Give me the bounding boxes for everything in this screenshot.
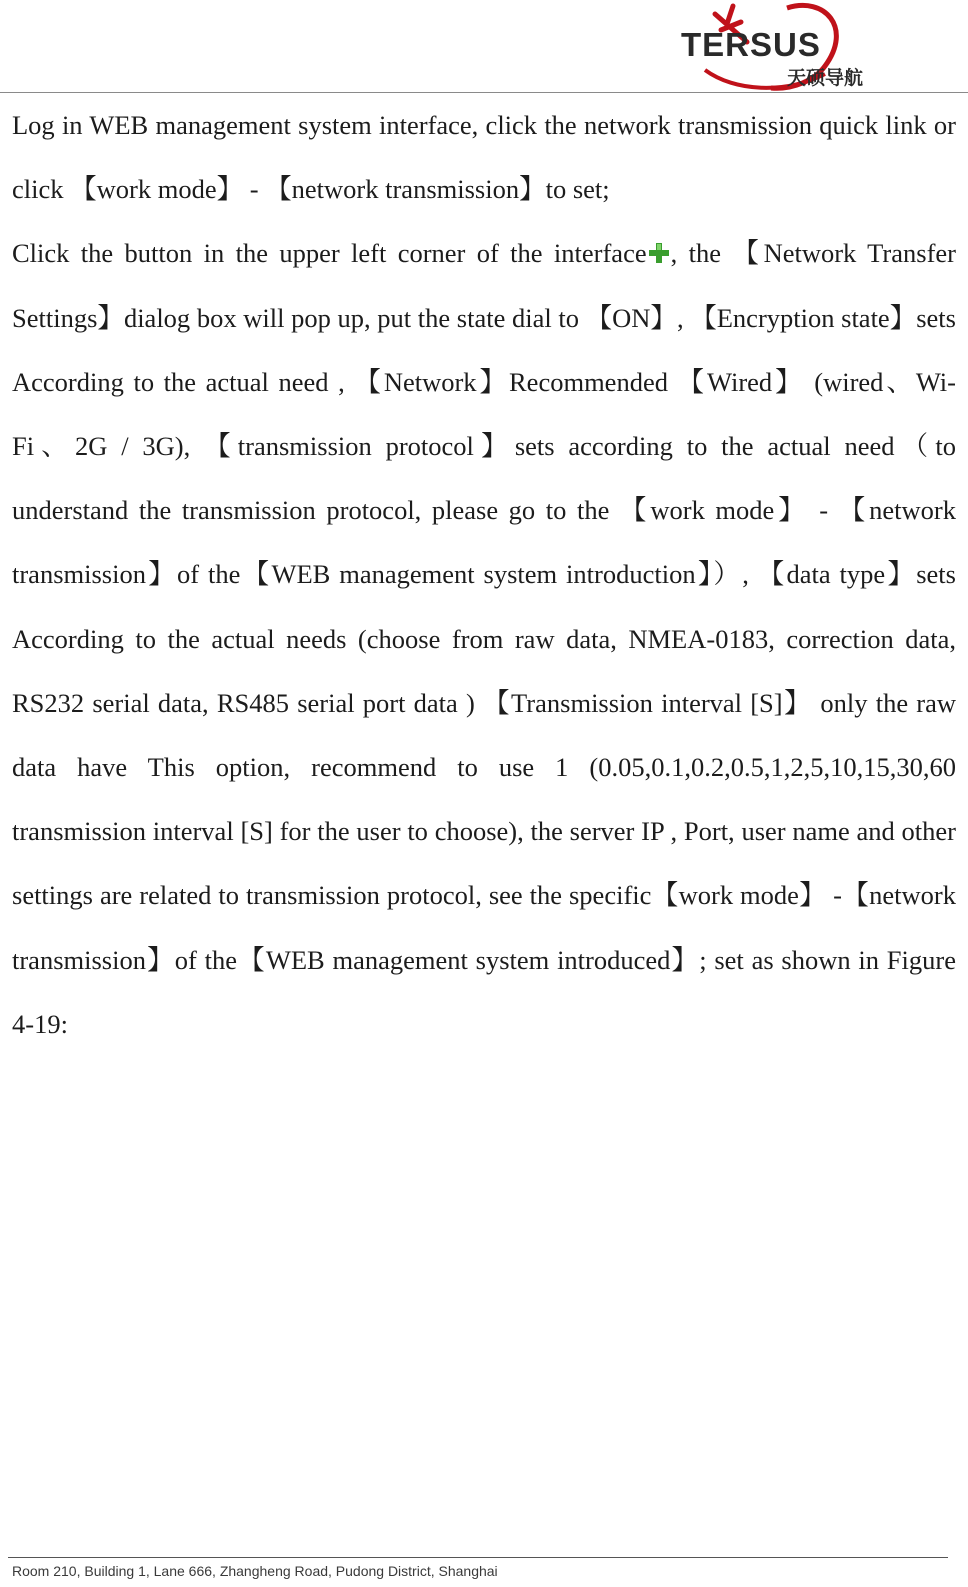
page-footer	[0, 1547, 968, 1587]
paragraph-1: Log in WEB management system interface, click the network transmission quick link or click 【work mode】 - 【network transmission】to set;	[12, 110, 956, 205]
footer-divider	[8, 1557, 948, 1558]
paragraph-2	[12, 221, 956, 1056]
body-text	[12, 93, 956, 1056]
paragraph-2-body: , the 【Network Transfer Settings】dialog box will pop up, put the state dial to 【ON】, 【Encryption state】sets According to the actual need , 【Network】Recommended 【Wired】 (wired、Wi- Fi、2G / 3G), 【transmission protocol】sets according to the actual need（to understand the transmission protocol, please go to the 【work mode】 - 【network transmission】of the【WEB management system introduction】）, 【data type】sets According to the actual needs (choose from raw data, NMEA-0183, correction data, RS232 serial data, RS485 serial port data ) 【Transmission interval [S]】 only the raw data have This option, recommend to use 1 (0.05,0.1,0.2,0.5,1,2,5,10,15,30,60 transmission interval [S] for the user to choose), the server IP , Port, user name and other settings are related to transmission protocol, see the specific【work mode】 -【network transmission】of the【WEB management system introduced】; set as shown in Figure 4-19:	[12, 238, 956, 1039]
footer-address: Room 210, Building 1, Lane 666, Zhangheng Road, Pudong District, Shanghai	[12, 1563, 498, 1579]
logo-chinese-name: 天硕导航	[787, 67, 864, 89]
tersus-logo	[675, 0, 875, 92]
plus-icon	[648, 223, 670, 245]
page-header	[0, 0, 968, 95]
logo-wordmark: TERSUS	[681, 26, 821, 63]
paragraph-2-lead: Click the button in the upper left corner of the interface	[12, 238, 647, 269]
